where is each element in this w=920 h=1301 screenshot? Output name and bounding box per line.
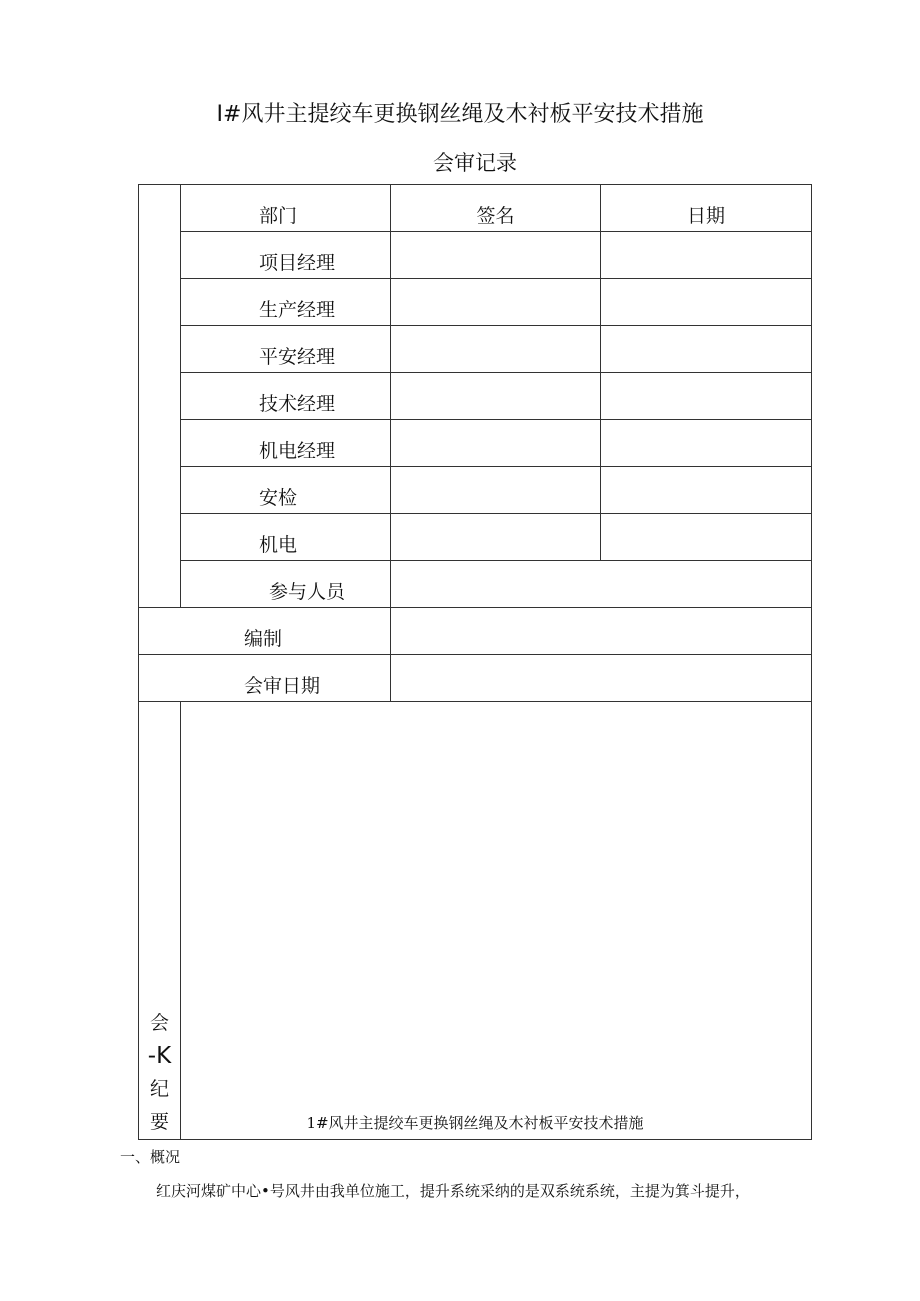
dept-cell: 机电经理 [181, 420, 391, 467]
header-sign: 签名 [391, 185, 601, 232]
minutes-char: 要 [149, 1111, 169, 1133]
section-heading: 一、概况 [120, 1148, 181, 1166]
prepared-value[interactable] [391, 608, 812, 655]
review-date-value[interactable] [391, 655, 812, 702]
sign-cell[interactable] [391, 373, 601, 420]
review-record-table [138, 184, 812, 1140]
sign-cell[interactable] [391, 420, 601, 467]
section-caption: 1#风井主提绞车更换钢丝绳及木衬板平安技术措施 [306, 1114, 644, 1132]
sign-cell[interactable] [391, 467, 601, 514]
dept-cell: 技术经理 [181, 373, 391, 420]
table-row [139, 326, 812, 373]
body-paragraph: 红庆河煤矿中心•号风井由我单位施工，提升系统采纳的是双系统系统，主提为箕斗提升， [156, 1182, 750, 1200]
table-row [139, 232, 812, 279]
prepared-label: 编制 [139, 608, 391, 655]
prepared-row [139, 608, 812, 655]
table-row [139, 514, 812, 561]
date-cell[interactable] [601, 467, 812, 514]
sign-cell[interactable] [391, 232, 601, 279]
header-date: 日期 [601, 185, 812, 232]
document-title: I#风井主提绞车更换钢丝绳及木衬板平安技术措施 [216, 102, 704, 127]
document-subtitle: 会审记录 [433, 151, 517, 175]
sign-cell[interactable] [391, 514, 601, 561]
minutes-char: -K [147, 1043, 172, 1069]
date-cell[interactable] [601, 279, 812, 326]
table-row [139, 373, 812, 420]
participants-value[interactable] [391, 561, 812, 608]
dept-cell: 项目经理 [181, 232, 391, 279]
participants-label: 参与人员 [181, 561, 391, 608]
minutes-label [139, 702, 181, 1140]
participants-row [139, 561, 812, 608]
review-date-row [139, 655, 812, 702]
date-cell[interactable] [601, 514, 812, 561]
dept-cell: 安检 [181, 467, 391, 514]
table-header-row [139, 185, 812, 232]
header-dept: 部门 [181, 185, 391, 232]
table-row [139, 467, 812, 514]
dept-cell: 平安经理 [181, 326, 391, 373]
date-cell[interactable] [601, 232, 812, 279]
minutes-char: 纪 [149, 1078, 169, 1100]
date-cell[interactable] [601, 420, 812, 467]
dept-cell: 生产经理 [181, 279, 391, 326]
sign-cell[interactable] [391, 326, 601, 373]
minutes-content[interactable] [181, 702, 812, 1140]
side-cell [139, 185, 181, 608]
date-cell[interactable] [601, 326, 812, 373]
minutes-row [139, 702, 812, 1140]
table-row [139, 420, 812, 467]
date-cell[interactable] [601, 373, 812, 420]
dept-cell: 机电 [181, 514, 391, 561]
table-row [139, 279, 812, 326]
sign-cell[interactable] [391, 279, 601, 326]
minutes-char: 会 [149, 1012, 169, 1034]
review-date-label: 会审日期 [139, 655, 391, 702]
